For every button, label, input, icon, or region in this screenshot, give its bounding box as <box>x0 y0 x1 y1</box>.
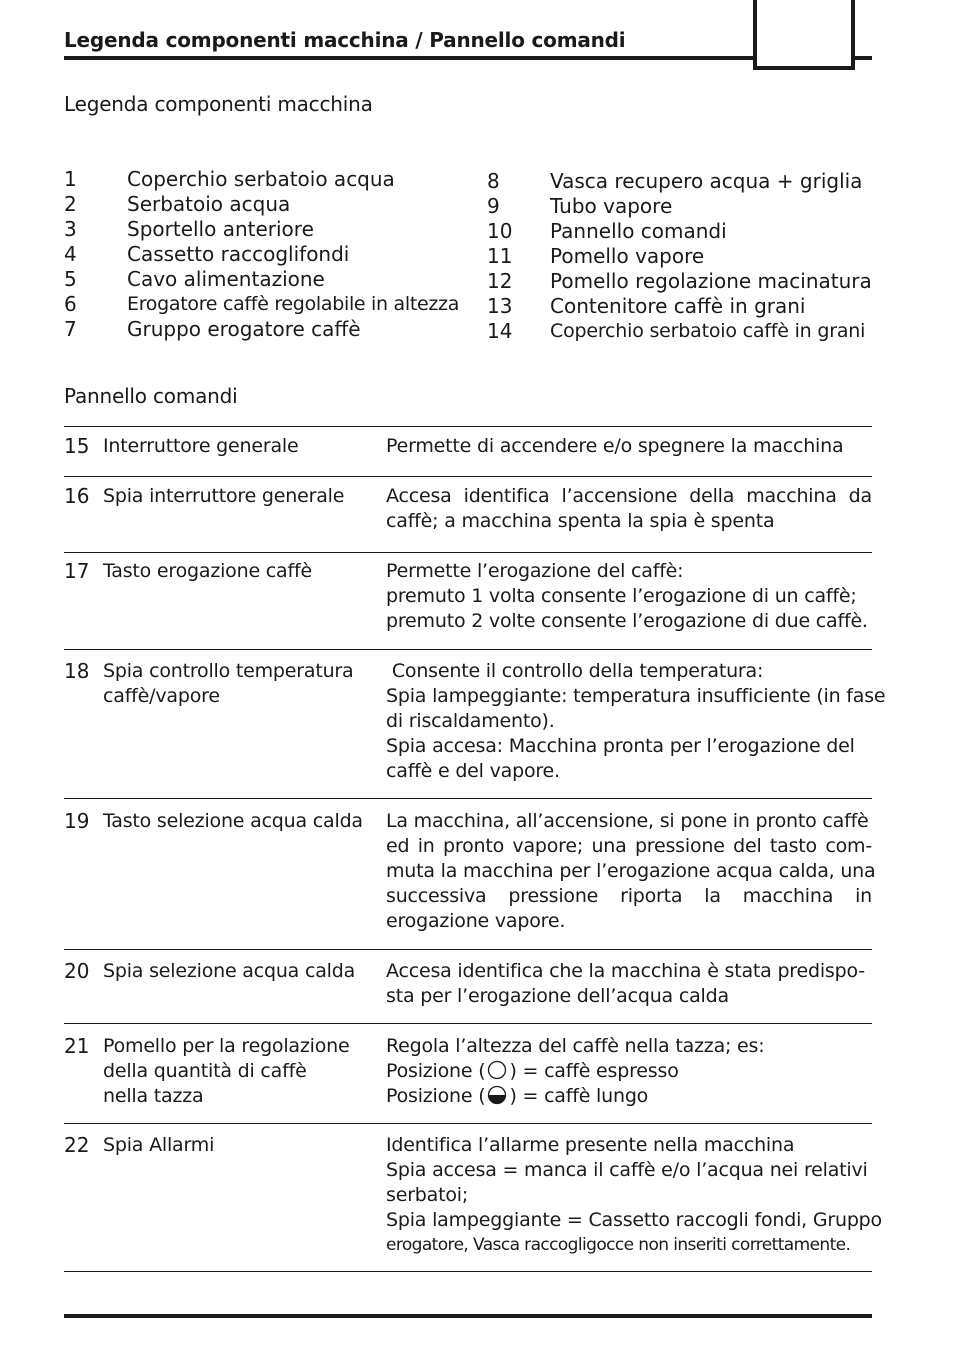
label-line: Tasto selezione acqua calda <box>103 810 363 832</box>
legend-item <box>487 169 872 194</box>
legend-item <box>64 267 464 292</box>
description-line: Permette l’erogazione del caffè: <box>386 560 684 582</box>
table-divider <box>64 649 872 650</box>
description-line: serbatoi; <box>386 1184 469 1206</box>
legend-item <box>487 269 872 294</box>
position-prefix: Posizione ( <box>386 1085 486 1107</box>
page-title: Legenda componenti macchina / Pannello comandi <box>64 28 626 52</box>
half-filled-circle-icon <box>487 1085 507 1105</box>
legend-item <box>487 319 872 344</box>
legend-item <box>64 242 464 267</box>
table-divider <box>64 552 872 553</box>
description-line: Spia accesa = manca il caffè e/o l’acqua nei relativi <box>386 1159 868 1181</box>
legend-title: Legenda componenti macchina <box>64 92 373 116</box>
position-prefix: Posizione ( <box>386 1060 486 1082</box>
table-row-number: 17 <box>64 559 90 583</box>
legend-item <box>487 294 872 319</box>
position-espresso-line <box>386 1059 872 1084</box>
description-line: Permette di accendere e/o spegnere la macchina <box>386 435 844 457</box>
table-divider <box>64 798 872 799</box>
description-line: premuto 1 volta consente l’erogazione di un caffè; <box>386 585 857 607</box>
position-suffix: ) = caffè lungo <box>509 1085 649 1107</box>
legend-item-label: Contenitore caffè in grani <box>550 294 806 318</box>
label-line: caffè/vapore <box>103 685 220 707</box>
legend-item-label: Pannello comandi <box>550 219 727 243</box>
legend-item-label: Coperchio serbatoio caffè in grani <box>550 320 866 342</box>
table-row-number: 16 <box>64 484 90 508</box>
label-line: Spia interruttore generale <box>103 485 345 507</box>
description-line: muta la macchina per l’erogazione acqua calda, una <box>386 860 876 882</box>
label-line: Spia selezione acqua calda <box>103 960 356 982</box>
legend-item-label: Coperchio serbatoio acqua <box>127 167 395 191</box>
page-tab-box <box>753 0 855 70</box>
legend-list-left <box>64 167 464 342</box>
legend-item <box>64 167 464 192</box>
header-rule <box>64 56 872 60</box>
table-row-number: 15 <box>64 434 90 458</box>
legend-item-number: 1 <box>64 167 77 191</box>
legend-item-number: 5 <box>64 267 77 291</box>
description-line: premuto 2 volte consente l’erogazione di due caffè. <box>386 610 868 632</box>
description-line: Accesa identifica che la macchina è stata predispo- <box>386 960 865 982</box>
description-line: Regola l’altezza del caffè nella tazza; es: <box>386 1035 765 1057</box>
legend-item-label: Cavo alimentazione <box>127 267 325 291</box>
description-line: successiva pressione riporta la macchina in <box>386 885 872 907</box>
description-line: Spia lampeggiante: temperatura insufficiente (in fase <box>386 685 886 707</box>
table-divider <box>64 476 872 477</box>
table-divider <box>64 1123 872 1124</box>
label-line: nella tazza <box>103 1085 204 1107</box>
table-row-number: 21 <box>64 1034 90 1058</box>
label-line: Tasto erogazione caffè <box>103 560 312 582</box>
table-row-label <box>103 484 373 509</box>
legend-item-label: Cassetto raccoglifondi <box>127 242 350 266</box>
table-row-label <box>103 1133 373 1158</box>
table-divider <box>64 949 872 950</box>
description-line: sta per l’erogazione dell’acqua calda <box>386 985 729 1007</box>
legend-item-number: 9 <box>487 194 500 218</box>
table-row-description <box>386 659 886 784</box>
table-row-label <box>103 1034 373 1109</box>
description-line: caffè e del vapore. <box>386 760 560 782</box>
legend-item-label: Vasca recupero acqua + griglia <box>550 169 863 193</box>
legend-item-number: 8 <box>487 169 500 193</box>
description-line: Spia lampeggiante = Cassetto raccogli fondi, Gruppo <box>386 1209 882 1231</box>
legend-item-label: Tubo vapore <box>550 194 673 218</box>
label-line: Spia controllo temperatura <box>103 660 354 682</box>
table-row-label <box>103 559 373 584</box>
legend-item <box>487 219 872 244</box>
legend-item-label: Sportello anteriore <box>127 217 314 241</box>
position-suffix: ) = caffè espresso <box>509 1060 679 1082</box>
table-row-description <box>386 484 872 534</box>
legend-item <box>64 217 464 242</box>
legend-item <box>487 244 872 269</box>
legend-item-number: 10 <box>487 219 513 243</box>
table-row-number: 18 <box>64 659 90 683</box>
panel-title: Pannello comandi <box>64 384 238 408</box>
description-line: di riscaldamento). <box>386 710 555 732</box>
description-line: erogatore, Vasca raccogligocce non inseriti correttamente. <box>386 1235 851 1255</box>
legend-item-label: Pomello vapore <box>550 244 705 268</box>
legend-item-number: 6 <box>64 292 77 316</box>
description-line: Identifica l’allarme presente nella macchina <box>386 1134 795 1156</box>
table-row-label <box>103 434 373 459</box>
description-line: Accesa identifica l’accensione della macchina da <box>386 485 872 507</box>
table-row-number: 22 <box>64 1133 90 1157</box>
legend-item-label: Pomello regolazione macinatura <box>550 269 872 293</box>
legend-item-number: 12 <box>487 269 513 293</box>
table-row-number: 19 <box>64 809 90 833</box>
legend-item <box>64 292 464 317</box>
label-line: Pomello per la regolazione <box>103 1035 350 1057</box>
legend-item-number: 11 <box>487 244 513 268</box>
description-line: Consente il controllo della temperatura: <box>386 660 764 682</box>
table-row-description <box>386 559 872 634</box>
table-row-description <box>386 809 876 934</box>
table-row-label <box>103 659 373 709</box>
legend-item <box>487 194 872 219</box>
table-divider <box>64 1271 872 1272</box>
table-divider <box>64 426 872 427</box>
description-line: erogazione vapore. <box>386 910 566 932</box>
description-line: caffè; a macchina spenta la spia è spenta <box>386 510 775 532</box>
legend-item <box>64 192 464 217</box>
footer-rule <box>64 1314 872 1318</box>
legend-item-number: 7 <box>64 317 77 341</box>
label-line: Spia Allarmi <box>103 1134 215 1156</box>
table-row-label <box>103 959 373 984</box>
position-lungo-line <box>386 1084 872 1109</box>
description-line: La macchina, all’accensione, si pone in pronto caffè <box>386 810 869 832</box>
legend-item-number: 3 <box>64 217 77 241</box>
table-divider <box>64 1023 872 1024</box>
label-line: della quantità di caffè <box>103 1060 307 1082</box>
table-row-label <box>103 809 373 834</box>
table-row-description <box>386 434 872 459</box>
label-line: Interruttore generale <box>103 435 299 457</box>
legend-item-number: 4 <box>64 242 77 266</box>
table-row-number: 20 <box>64 959 90 983</box>
legend-item-label: Gruppo erogatore caffè <box>127 317 361 341</box>
legend-item-number: 14 <box>487 319 513 343</box>
description-line: Spia accesa: Macchina pronta per l’erogazione del <box>386 735 855 757</box>
legend-item-number: 2 <box>64 192 77 216</box>
empty-circle-icon <box>487 1060 507 1080</box>
table-row-description <box>386 1133 882 1258</box>
legend-list-right <box>487 169 872 344</box>
legend-item-number: 13 <box>487 294 513 318</box>
table-row-description <box>386 959 872 1009</box>
table-row-description <box>386 1034 872 1109</box>
legend-item-label: Erogatore caffè regolabile in altezza <box>127 293 460 315</box>
legend-item <box>64 317 464 342</box>
legend-item-label: Serbatoio acqua <box>127 192 291 216</box>
description-line: ed in pronto vapore; una pressione del tasto com- <box>386 835 872 857</box>
